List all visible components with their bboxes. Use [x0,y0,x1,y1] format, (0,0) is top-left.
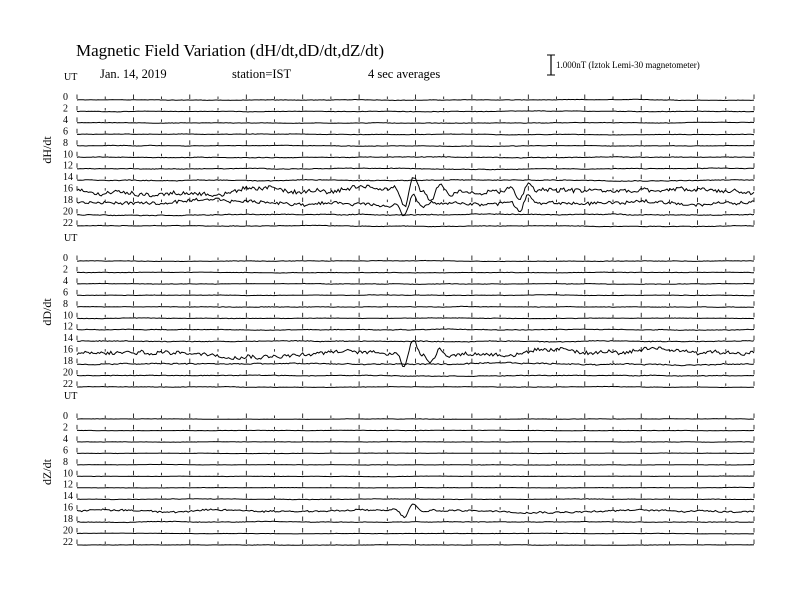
trace-line [77,168,754,170]
trace-line [77,476,754,477]
trace-line [77,464,754,465]
row-tick-label: 22 [63,378,73,390]
trace-line [77,225,754,227]
row-tick-label: 20 [63,206,73,218]
station-label: station=IST [232,67,292,81]
trace-line [77,178,754,207]
row-tick-label: 12 [63,479,73,491]
row-tick-label: 14 [63,491,73,503]
trace-line [77,318,754,319]
trace-line [77,306,754,307]
row-tick-label: 18 [63,514,73,526]
row-tick-label: 14 [63,172,73,184]
panel-label: dH/dt [40,136,54,164]
trace-line [77,111,754,112]
trace-line [77,145,754,146]
trace-line [77,386,754,387]
row-tick-label: 14 [63,333,73,345]
row-tick-label: 8 [63,137,68,149]
row-tick-label: 22 [63,536,73,548]
trace-line [77,99,754,100]
panels-group [40,72,754,548]
trace-line [77,487,754,488]
row-tick-label: 4 [63,275,68,287]
scale-bar [547,55,700,75]
row-tick-label: 8 [63,298,68,310]
row-tick-label: 10 [63,149,73,161]
row-tick-label: 22 [63,217,73,229]
row-tick-label: 16 [63,344,73,356]
row-tick-label: 0 [63,411,68,422]
scale-bar-label: 1.000nT (Iztok Lemi-30 magnetometer) [556,60,700,70]
row-tick-label: 16 [63,502,73,514]
panel-2 [40,233,754,390]
row-tick-label: 16 [63,183,73,195]
row-tick-label: 10 [63,468,73,480]
row-tick-label: 20 [63,367,73,379]
row-tick-label: 8 [63,456,68,468]
row-tick-label: 18 [63,356,73,368]
trace-line [77,180,754,182]
trace-line [77,329,754,331]
trace-line [77,272,754,273]
row-tick-label: 2 [63,103,68,115]
trace-line [77,545,754,546]
trace-line [77,157,754,159]
date-label: Jan. 14, 2019 [100,67,167,81]
ut-axis-label: UT [64,391,78,402]
trace-line [77,521,754,522]
trace-line [77,533,754,534]
chart-title: Magnetic Field Variation (dH/dt,dD/dt,dZ/dt) [76,41,385,60]
row-tick-label: 20 [63,525,73,537]
row-tick-label: 6 [63,445,68,457]
trace-line [77,499,754,500]
panel-label: dZ/dt [40,459,54,485]
ut-axis-label: UT [64,72,78,83]
row-tick-label: 12 [63,160,73,172]
panel-label: dD/dt [40,298,54,326]
row-tick-label: 0 [63,92,68,103]
row-tick-label: 4 [63,433,68,445]
row-tick-label: 0 [63,253,68,264]
row-tick-label: 4 [63,114,68,126]
trace-line [77,430,754,431]
panel-3 [40,391,754,548]
row-tick-label: 2 [63,422,68,434]
trace-line [77,375,754,377]
ut-axis-label: UT [64,233,78,244]
trace-line [77,122,754,123]
row-tick-label: 10 [63,310,73,322]
row-tick-label: 12 [63,321,73,333]
averaging-label: 4 sec averages [368,67,441,81]
row-tick-label: 2 [63,264,68,276]
trace-line [77,134,754,135]
trace-line [77,260,754,261]
panel-1 [40,72,754,229]
row-tick-label: 6 [63,287,68,299]
trace-line [77,419,754,420]
trace-line [77,283,754,284]
trace-line [77,214,754,216]
row-tick-label: 6 [63,126,68,138]
trace-line [77,442,754,443]
trace-line [77,295,754,296]
row-tick-label: 18 [63,195,73,207]
trace-line [77,453,754,454]
